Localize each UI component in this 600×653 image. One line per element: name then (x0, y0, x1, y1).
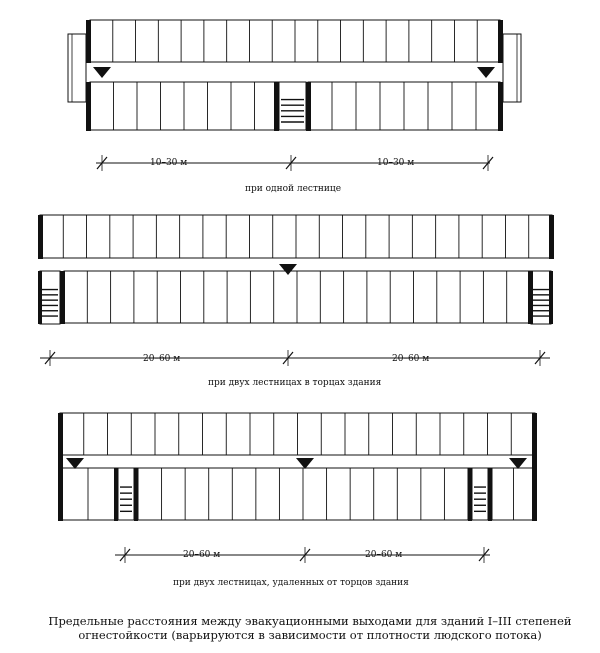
d1-top-left-wall (86, 20, 91, 63)
figure-caption-line-1: Предельные расстояния между эвакуационными выходами для зданий I–III степеней (48, 614, 572, 628)
d3-top-left-wall (58, 413, 63, 469)
d3-stair-right-wall-a (468, 468, 472, 521)
d3-exit-marker-right (509, 458, 527, 469)
d2-exit-marker-center (279, 264, 297, 275)
d3-right-stair-outline (472, 468, 488, 520)
d3-bottom-right-wall (532, 468, 537, 521)
d1-bottom-right-wall (498, 82, 503, 131)
dimension-label-d1-left: 10–30 м (150, 158, 188, 168)
dimension-label-d2-left: 20–60 м (143, 354, 181, 364)
figure-caption-line-2: огнестойкости (варьируются в зависимости от плотности людского потока) (78, 628, 542, 642)
d3-top-right-wall (532, 413, 537, 469)
d3-left-stair-outline (118, 468, 134, 520)
dimension-label-d2-right: 20–60 м (392, 354, 430, 364)
d3-exit-marker-center (296, 458, 314, 469)
d2-left-stair-wall (38, 271, 42, 324)
d1-exit-marker-right (477, 67, 495, 78)
d3-stair-left-wall-b (134, 468, 138, 521)
d1-stair-wall-left (274, 82, 279, 131)
d1-right-escape (503, 34, 521, 102)
diagram-caption-end-stairs: при двух лестницах в торцах здания (208, 378, 382, 388)
d1-left-escape (68, 34, 86, 102)
dimension-label-d3-left: 20–60 м (183, 550, 221, 560)
d1-top-right-wall (498, 20, 503, 63)
d2-right-stair-wall (549, 271, 553, 324)
d3-stair-right-wall-b (488, 468, 492, 521)
d3-bottom-left-wall (58, 468, 63, 521)
d2-top-left-wall (38, 215, 43, 259)
d3-stair-left-wall-a (114, 468, 118, 521)
diagram-caption-remote-stairs: при двух лестницах, удаленных от торцов здания (173, 578, 409, 588)
diagram-caption-one-stair: при одной лестнице (245, 184, 342, 194)
dimension-label-d3-right: 20–60 м (365, 550, 403, 560)
dimension-label-d1-right: 10–30 м (377, 158, 415, 168)
d1-stair-wall-right (306, 82, 311, 131)
d1-exit-marker-left (93, 67, 111, 78)
d2-top-right-wall (549, 215, 554, 259)
d3-exit-marker-left (66, 458, 84, 469)
d1-bottom-left-wall (86, 82, 91, 131)
d2-bottom-left-wall (60, 271, 65, 324)
d1-central-stair-outline (279, 82, 306, 130)
